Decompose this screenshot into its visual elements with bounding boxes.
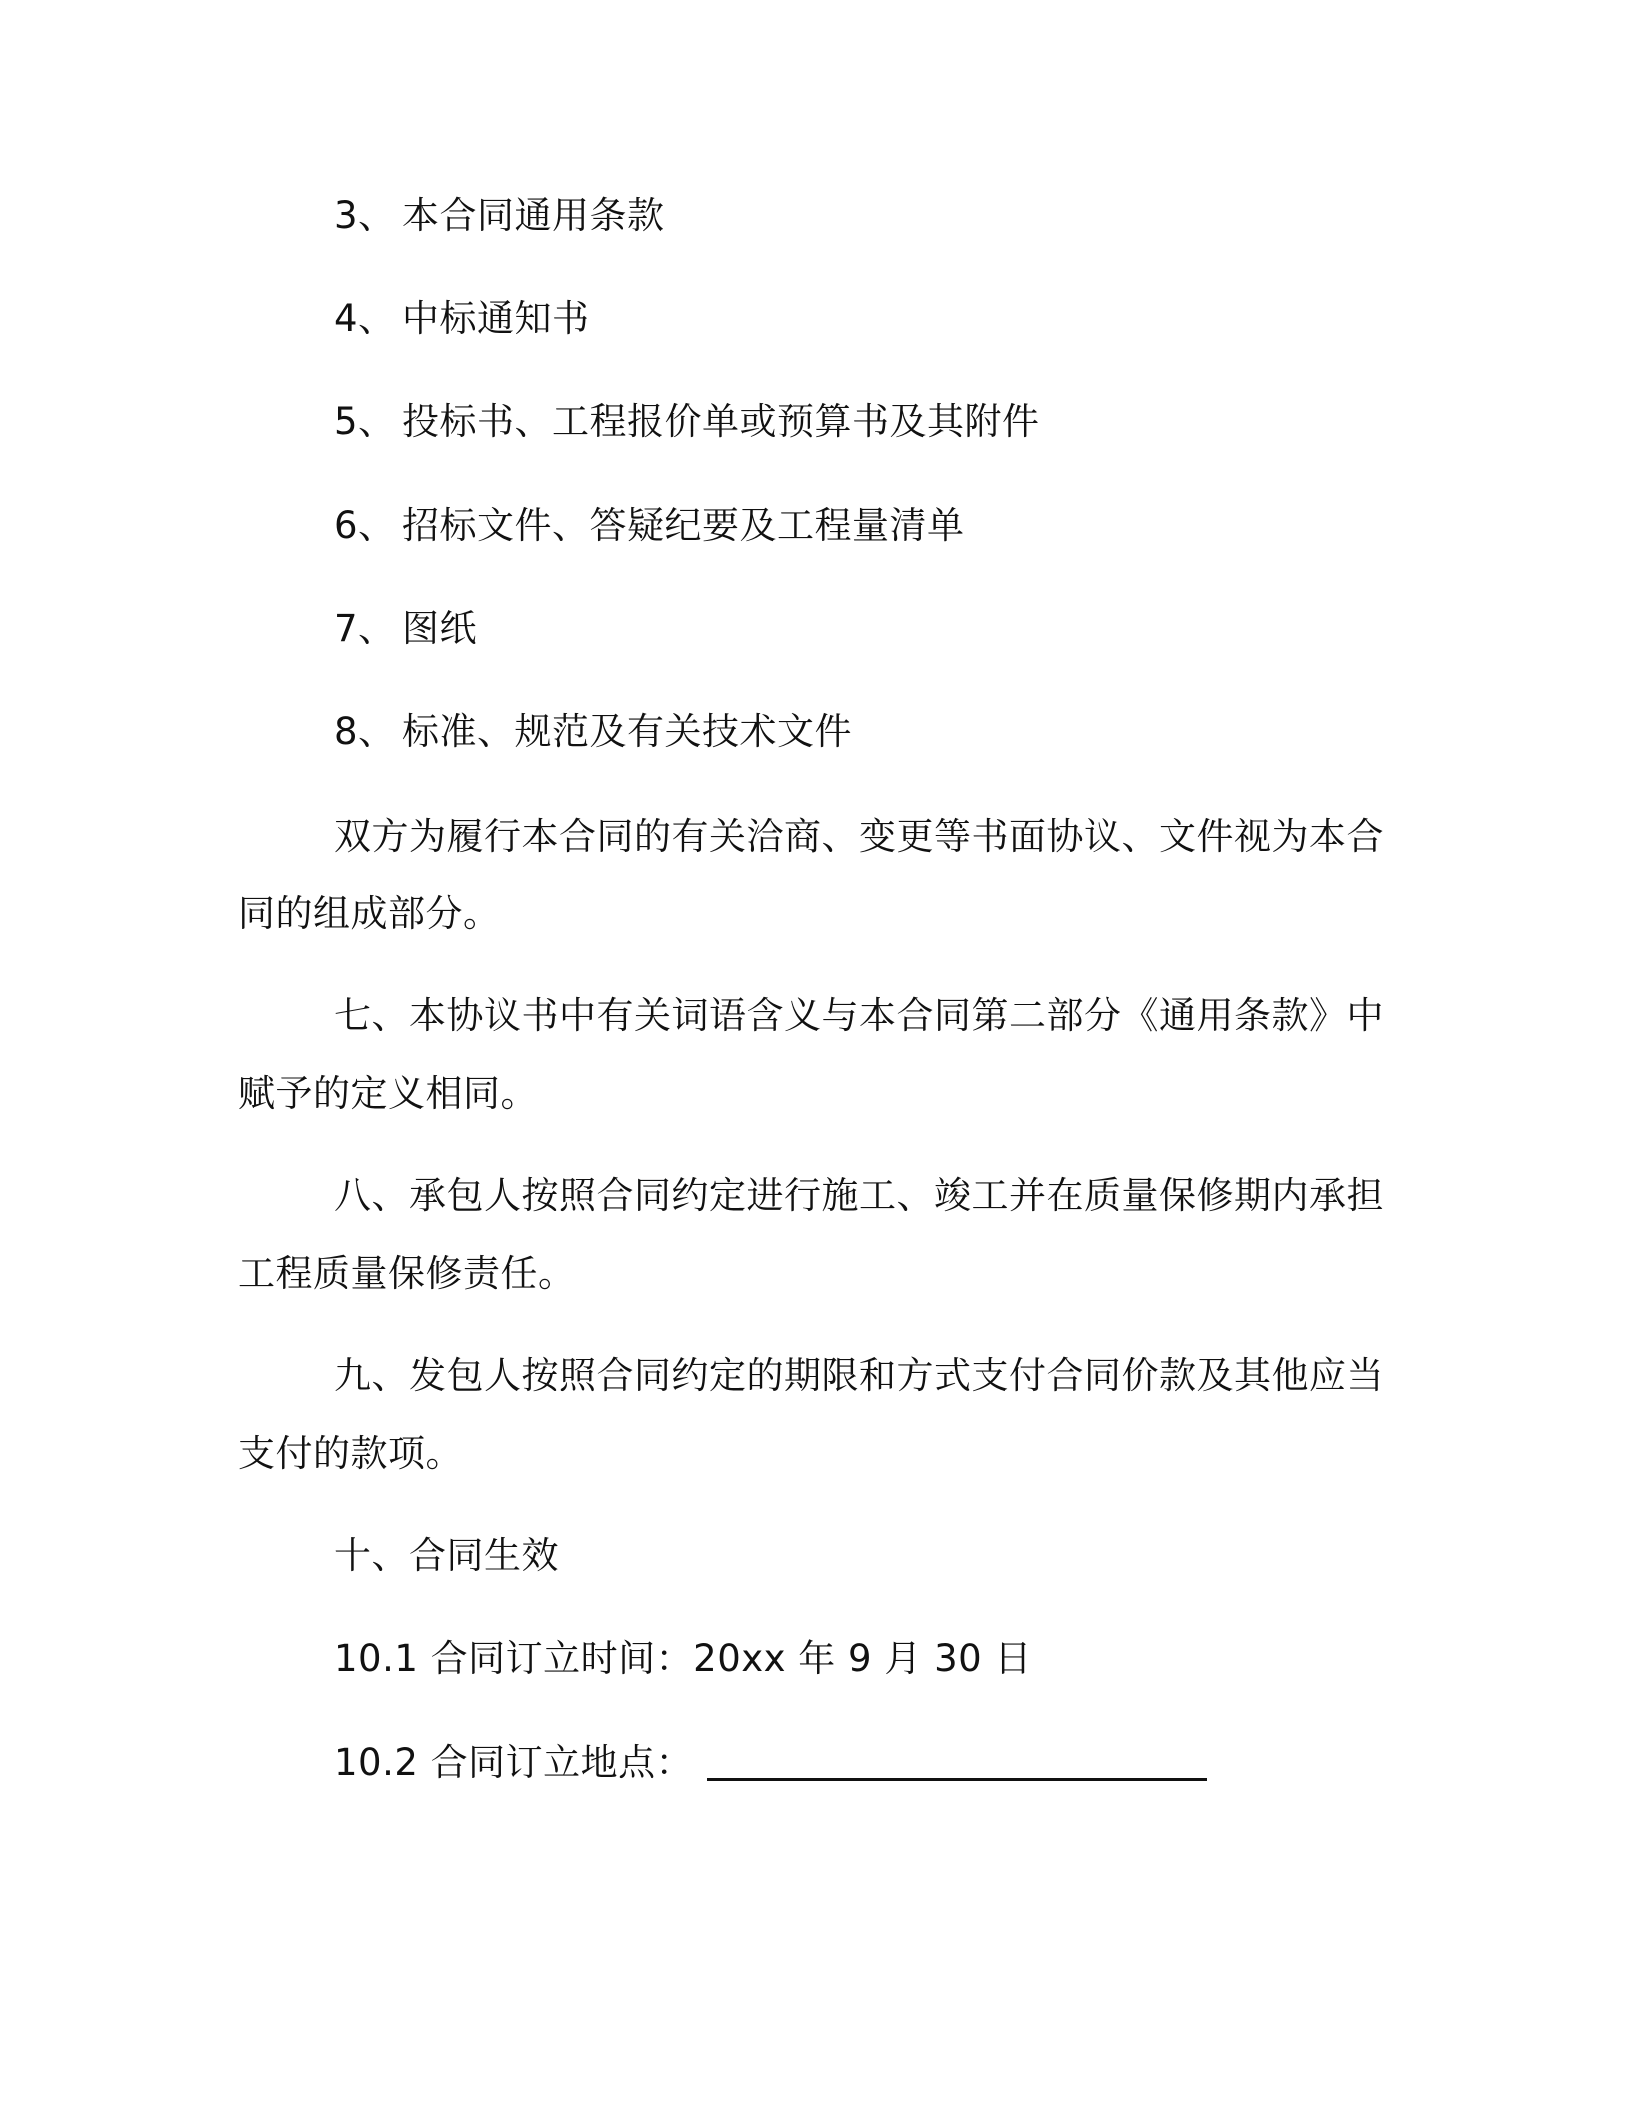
list-item-number: 7、	[334, 607, 396, 650]
contract-place-label: 10.2 合同订立地点：	[334, 1741, 694, 1784]
section-heading: 十、合同生效	[334, 1534, 559, 1577]
paragraph-line: 七、本协议书中有关词语含义与本合同第二部分《通用条款》中	[334, 994, 1384, 1037]
paragraph-line: 工程质量保修责任。	[238, 1252, 576, 1295]
paragraph-line: 八、承包人按照合同约定进行施工、竣工并在质量保修期内承担	[334, 1174, 1384, 1217]
list-item-text: 图纸	[402, 607, 477, 650]
paragraph-line: 同的组成部分。	[238, 892, 501, 935]
list-item-text: 中标通知书	[402, 297, 590, 340]
list-item	[334, 603, 1484, 655]
list-item-text: 招标文件、答疑纪要及工程量清单	[402, 504, 965, 547]
paragraph-line: 双方为履行本合同的有关洽商、变更等书面协议、文件视为本合	[334, 815, 1384, 858]
list-item-number: 5、	[334, 400, 396, 443]
contract-place-blank	[707, 1738, 1207, 1781]
contract-time-value: 20xx 年 9 月 30 日	[693, 1637, 1032, 1680]
list-item	[334, 706, 1484, 758]
list-item	[334, 293, 1484, 345]
paragraph-line: 支付的款项。	[238, 1432, 463, 1475]
list-item-number: 6、	[334, 504, 396, 547]
list-item	[334, 500, 1484, 552]
list-item	[334, 190, 1484, 242]
list-item-text: 本合同通用条款	[402, 194, 665, 237]
list-item-text: 标准、规范及有关技术文件	[402, 710, 852, 753]
paragraph-line: 赋予的定义相同。	[238, 1072, 538, 1115]
list-item-number: 4、	[334, 297, 396, 340]
contract-time-label: 10.1 合同订立时间：	[334, 1637, 694, 1680]
contract-time-row	[334, 1633, 1484, 1685]
list-item	[334, 396, 1484, 448]
list-item-number: 8、	[334, 710, 396, 753]
list-item-number: 3、	[334, 194, 396, 237]
list-item-text: 投标书、工程报价单或预算书及其附件	[402, 400, 1040, 443]
contract-place-row	[334, 1737, 1484, 1789]
paragraph-line: 九、发包人按照合同约定的期限和方式支付合同价款及其他应当	[334, 1354, 1384, 1397]
